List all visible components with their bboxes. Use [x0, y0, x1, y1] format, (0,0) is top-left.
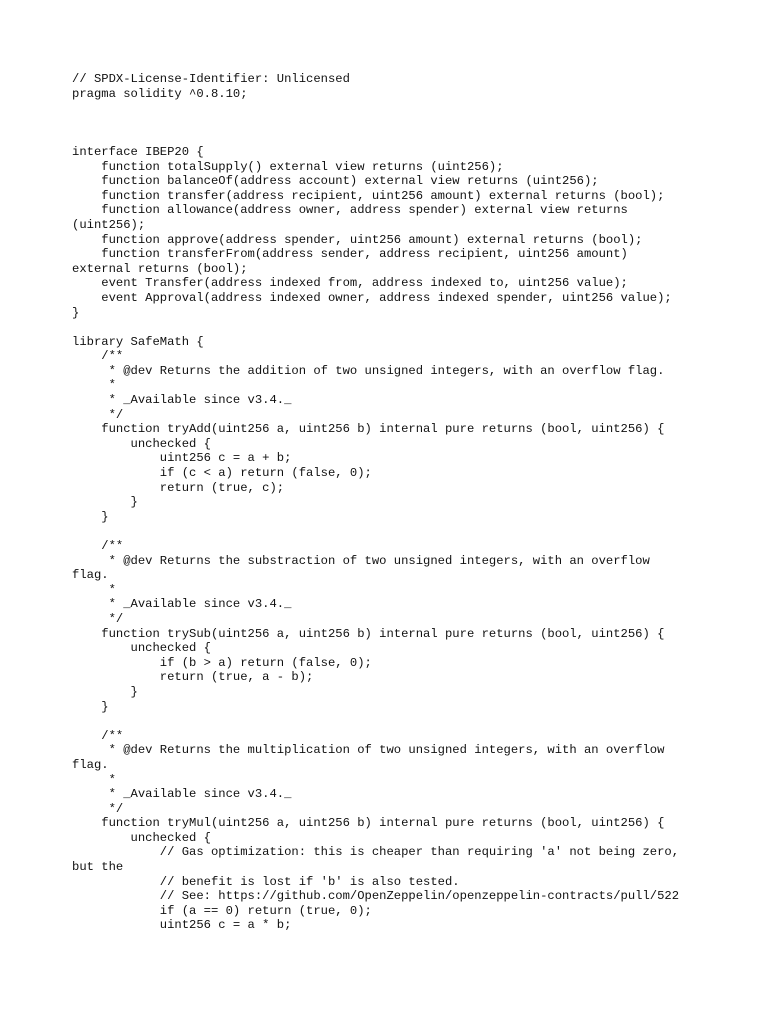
code-line: (uint256);	[72, 217, 146, 232]
code-line: function approve(address spender, uint256 amount) external returns (bool);	[72, 232, 643, 247]
code-line: */	[72, 801, 124, 816]
code-line: * _Available since v3.4._	[72, 787, 292, 802]
code-line: unchecked {	[72, 830, 211, 845]
code-line	[72, 714, 752, 729]
code-line: */	[72, 407, 124, 422]
code-line: */	[72, 611, 124, 626]
code-line: }	[72, 684, 138, 699]
code-line	[72, 130, 752, 145]
code-line: // See: https://github.com/OpenZeppelin/openzeppelin-contracts/pull/522	[72, 889, 680, 904]
code-line: event Approval(address indexed owner, address indexed spender, uint256 value);	[72, 290, 672, 305]
code-line: if (b > a) return (false, 0);	[72, 655, 372, 670]
code-line: * _Available since v3.4._	[72, 393, 292, 408]
code-line: unchecked {	[72, 436, 211, 451]
code-line: * @dev Returns the addition of two unsigned integers, with an overflow flag.	[72, 363, 665, 378]
code-line: /**	[72, 728, 124, 743]
code-line: function transferFrom(address sender, address recipient, uint256 amount)	[72, 247, 628, 262]
code-line: function transfer(address recipient, uint256 amount) external returns (bool);	[72, 188, 665, 203]
code-line: flag.	[72, 757, 109, 772]
code-line: library SafeMath {	[72, 334, 204, 349]
code-line: function totalSupply() external view returns (uint256);	[72, 159, 504, 174]
code-line: return (true, c);	[72, 480, 285, 495]
code-line: return (true, a - b);	[72, 670, 314, 685]
code-line: flag.	[72, 568, 109, 583]
source-code-block	[72, 72, 752, 933]
code-line: external returns (bool);	[72, 261, 248, 276]
code-line: but the	[72, 860, 124, 875]
code-line: if (a == 0) return (true, 0);	[72, 903, 372, 918]
code-line: }	[72, 509, 109, 524]
code-line: }	[72, 495, 138, 510]
code-line: function tryAdd(uint256 a, uint256 b) internal pure returns (bool, uint256) {	[72, 422, 665, 437]
code-line: *	[72, 378, 116, 393]
code-line: if (c < a) return (false, 0);	[72, 466, 372, 481]
code-line	[72, 101, 752, 116]
code-line	[72, 320, 752, 335]
code-line	[72, 524, 752, 539]
code-line: unchecked {	[72, 641, 211, 656]
code-line: * @dev Returns the substraction of two unsigned integers, with an overflow	[72, 553, 650, 568]
code-line: // Gas optimization: this is cheaper than requiring 'a' not being zero,	[72, 845, 680, 860]
code-line: /**	[72, 349, 124, 364]
code-line: }	[72, 305, 80, 320]
code-line: * @dev Returns the multiplication of two unsigned integers, with an overflow	[72, 743, 665, 758]
code-line: pragma solidity ^0.8.10;	[72, 86, 248, 101]
code-line: function tryMul(uint256 a, uint256 b) internal pure returns (bool, uint256) {	[72, 816, 665, 831]
code-line: *	[72, 582, 116, 597]
code-line: // benefit is lost if 'b' is also tested.	[72, 874, 460, 889]
code-line: }	[72, 699, 109, 714]
code-line: uint256 c = a + b;	[72, 451, 292, 466]
code-line: function allowance(address owner, address spender) external view returns	[72, 203, 628, 218]
code-line: // SPDX-License-Identifier: Unlicensed	[72, 72, 350, 86]
code-line: uint256 c = a * b;	[72, 918, 292, 933]
code-line: function balanceOf(address account) external view returns (uint256);	[72, 174, 599, 189]
code-line: * _Available since v3.4._	[72, 597, 292, 612]
code-line: interface IBEP20 {	[72, 144, 204, 159]
code-line: event Transfer(address indexed from, address indexed to, uint256 value);	[72, 276, 628, 291]
code-line	[72, 116, 752, 131]
code-line: /**	[72, 539, 124, 553]
code-line: *	[72, 772, 116, 787]
code-line: function trySub(uint256 a, uint256 b) internal pure returns (bool, uint256) {	[72, 626, 665, 641]
